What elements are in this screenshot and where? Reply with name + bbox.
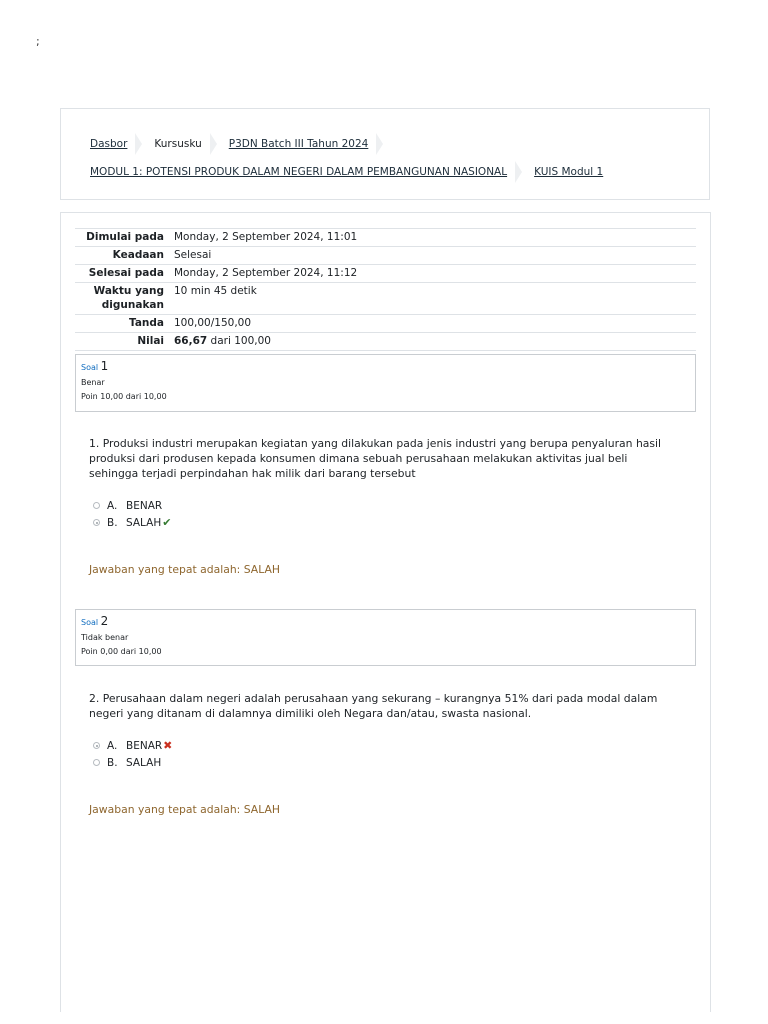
option-letter: B. (107, 756, 118, 769)
right-answer-2: Jawaban yang tepat adalah: SALAH (89, 803, 280, 816)
question-number: 1 (100, 359, 109, 373)
correct-check-icon: ✔ (162, 516, 172, 529)
answer-option[interactable] (93, 754, 172, 771)
summary-value: 10 min 45 detik (174, 285, 257, 297)
question-grade: Poin 10,00 dari 10,00 (81, 392, 167, 401)
summary-row-marks (75, 314, 696, 332)
summary-row-completed (75, 264, 696, 282)
summary-value: Monday, 2 September 2024, 11:01 (174, 231, 358, 243)
radio-button[interactable] (93, 502, 100, 509)
answer-options-2 (93, 737, 172, 771)
summary-row-time-taken (75, 282, 696, 314)
summary-value: Selesai (174, 249, 212, 261)
question-info-2 (75, 609, 696, 666)
answer-options-1 (93, 497, 171, 531)
answer-option[interactable] (93, 514, 171, 531)
breadcrumb-dasbor[interactable]: Dasbor (90, 138, 128, 150)
radio-button[interactable] (93, 759, 100, 766)
grade-out-of: dari 100,00 (207, 335, 271, 347)
breadcrumb-quiz[interactable]: KUIS Modul 1 (534, 166, 604, 178)
breadcrumb-separator-icon (135, 133, 142, 155)
summary-row-state (75, 246, 696, 264)
breadcrumb-separator-icon (515, 161, 522, 183)
answer-option[interactable] (93, 497, 171, 514)
breadcrumb-row-1 (90, 133, 395, 155)
question-state: Tidak benar (81, 633, 129, 642)
option-letter: A. (107, 739, 118, 752)
incorrect-cross-icon: ✖ (163, 739, 173, 752)
summary-value (174, 334, 696, 348)
stray-text: ; (36, 35, 40, 48)
radio-button[interactable] (93, 519, 100, 526)
breadcrumb-row-2 (90, 161, 603, 183)
option-text: SALAH (126, 516, 162, 529)
option-text: BENAR (126, 499, 163, 512)
question-info-1 (75, 354, 696, 412)
summary-label: Waktu yang digunakan (93, 285, 164, 311)
summary-label: Dimulai pada (86, 231, 164, 243)
question-text-2: 2. Perusahaan dalam negeri adalah perusahaan yang sekurang – kurangnya 51% dari pada modal dalam negeri yang ditanam di dalamnya dimiliki oleh Negara dan/atau, swasta nasional. (89, 692, 658, 720)
right-answer-1: Jawaban yang tepat adalah: SALAH (89, 563, 280, 576)
summary-value: 100,00/150,00 (174, 317, 252, 329)
radio-button[interactable] (93, 742, 100, 749)
question-label: Soal (81, 618, 99, 627)
attempt-summary-table (75, 228, 696, 351)
summary-row-grade (75, 332, 696, 351)
breadcrumb-separator-icon (376, 133, 383, 155)
question-text-1: 1. Produksi industri merupakan kegiatan yang dilakukan pada jenis industri yang berupa penyaluran hasil produksi dari produsen kepada konsumen dimana sebuah perusahaan melakukan aktivitas jual beli sehingga terjadi perpindahan hak milik dari barang tersebut (89, 437, 662, 480)
question-state: Benar (81, 378, 105, 387)
summary-label: Nilai (137, 335, 164, 347)
option-text: SALAH (126, 756, 162, 769)
summary-row-started (75, 228, 696, 246)
breadcrumb-kursusku[interactable]: Kursusku (154, 138, 202, 150)
quiz-review-region (60, 212, 711, 1012)
option-letter: A. (107, 499, 118, 512)
option-text: BENAR (126, 739, 163, 752)
breadcrumb-course[interactable]: P3DN Batch III Tahun 2024 (228, 138, 369, 150)
breadcrumb-module[interactable]: MODUL 1: POTENSI PRODUK DALAM NEGERI DALAM PEMBANGUNAN NASIONAL (90, 166, 508, 178)
breadcrumb-separator-icon (210, 133, 217, 155)
option-letter: B. (107, 516, 118, 529)
summary-label: Selesai pada (88, 267, 164, 279)
grade-value: 66,67 (174, 335, 208, 347)
summary-value: Monday, 2 September 2024, 11:12 (174, 267, 358, 279)
question-grade: Poin 0,00 dari 10,00 (81, 647, 162, 656)
breadcrumb (60, 108, 710, 200)
summary-label: Tanda (129, 317, 164, 329)
question-label: Soal (81, 363, 99, 372)
question-number: 2 (100, 614, 109, 628)
answer-option[interactable] (93, 737, 172, 754)
summary-label: Keadaan (112, 249, 164, 261)
